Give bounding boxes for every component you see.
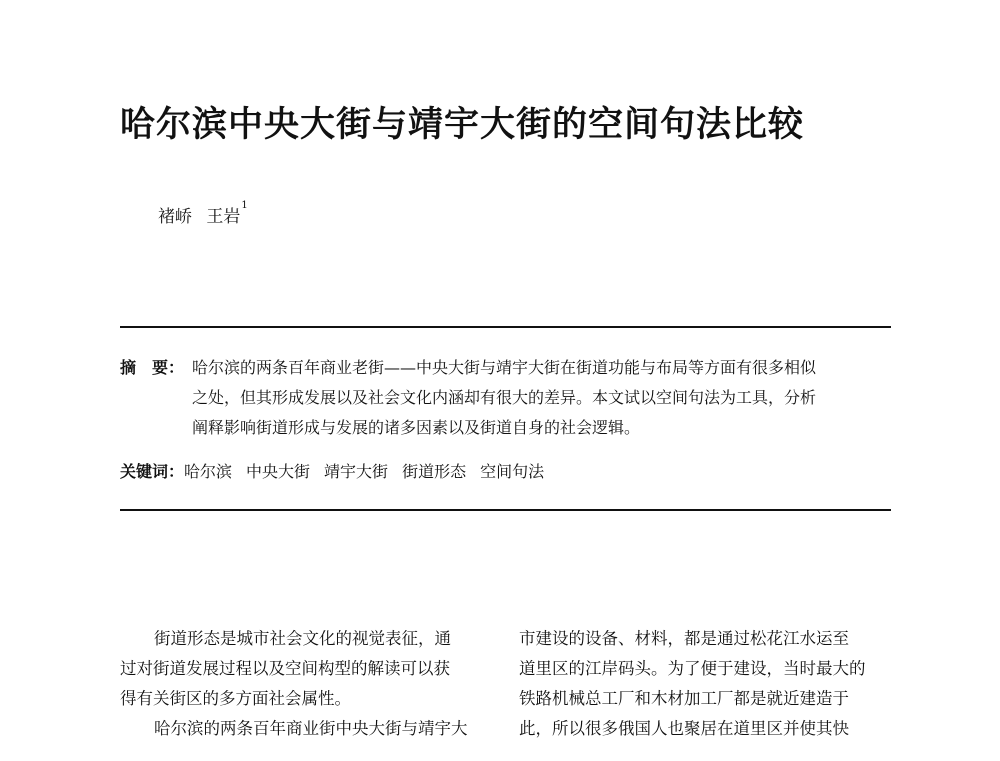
keyword: 靖宇大街 — [324, 462, 389, 481]
abstract-text — [192, 353, 891, 443]
keywords-label: 关键词： — [120, 462, 185, 481]
author-affiliation-mark: 1 — [241, 200, 248, 211]
body-column-left — [120, 624, 492, 744]
paper-title: 哈尔滨中央大街与靖宇大街的空间句法比较 — [120, 104, 805, 145]
paragraph-line: 得有关街区的多方面社会属性。 — [120, 689, 351, 708]
keyword: 中央大街 — [246, 462, 311, 481]
keyword: 空间句法 — [480, 462, 545, 481]
paragraph-line: 街道形态是城市社会文化的视觉表征，通 — [154, 629, 451, 648]
keyword: 街道形态 — [402, 462, 467, 481]
divider-bottom — [120, 509, 891, 511]
keywords-block — [120, 460, 558, 484]
abstract-label: 摘 要： — [120, 358, 185, 377]
paragraph-line: 过对街道发展过程以及空间构型的解读可以获 — [120, 659, 450, 678]
paragraph-line: 哈尔滨的两条百年商业街中央大街与靖宇大 — [154, 719, 468, 738]
author-name: 褚峤 — [158, 207, 192, 227]
paragraph-line: 道里区的江岸码头。为了便于建设，当时最大的 — [519, 659, 866, 678]
keyword: 哈尔滨 — [184, 462, 233, 481]
author-list — [158, 202, 256, 227]
divider-top — [120, 326, 891, 328]
abstract-line: 阐释影响街道形成与发展的诸多因素以及街道自身的社会逻辑。 — [192, 418, 641, 437]
abstract-line: 之处，但其形成发展以及社会文化内涵却有很大的差异。本文试以空间句法为工具，分析 — [192, 388, 817, 407]
paragraph-line: 铁路机械总工厂和木材加工厂都是就近建造于 — [519, 689, 849, 708]
abstract-line: 哈尔滨的两条百年商业老街——中央大街与靖宇大街在街道功能与布局等方面有很多相似 — [192, 358, 817, 377]
abstract-block — [120, 353, 891, 443]
paragraph-line: 市建设的设备、材料，都是通过松花江水运至 — [519, 629, 849, 648]
author-name: 王岩$^1$ — [206, 200, 248, 227]
paragraph-line: 此，所以很多俄国人也聚居在道里区并使其快 — [519, 719, 849, 738]
body-column-right — [519, 624, 891, 744]
